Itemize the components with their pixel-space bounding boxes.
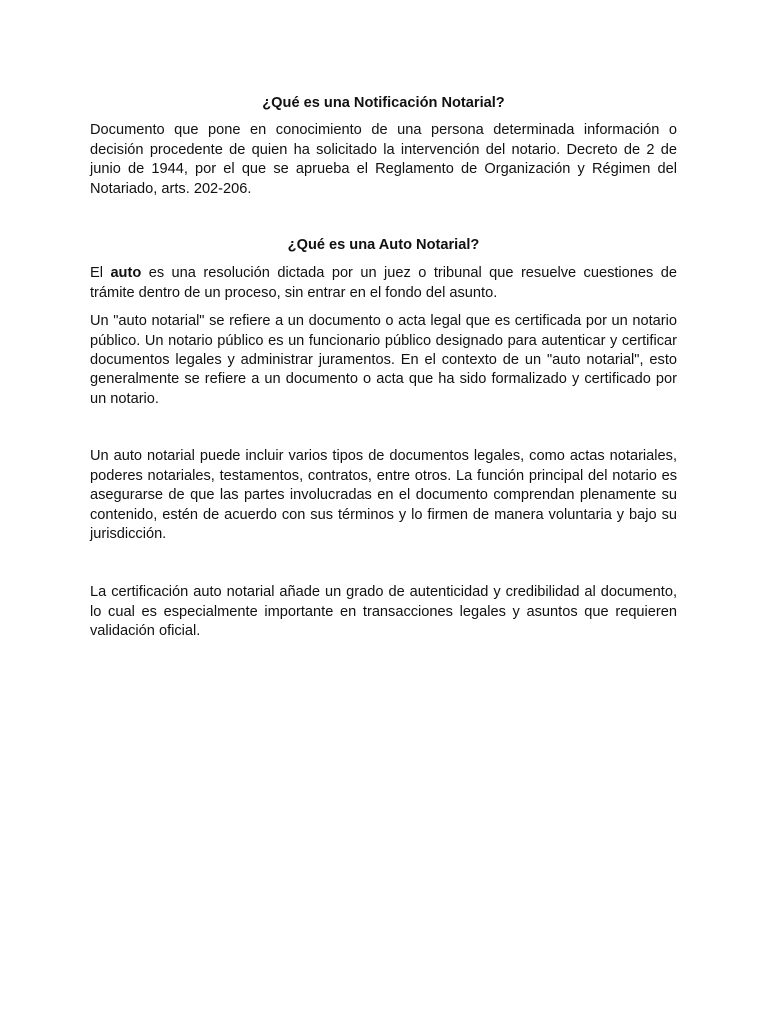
paragraph-notificacion-definition: Documento que pone en conocimiento de una persona determinada información o decisión procedente de quien ha solicitado la intervención del notario. Decreto de 2 de junio de 1944, por el que se aprueba el Reglamento de Organización y Régimen del Notariado, arts. 202-206. [90, 122, 677, 197]
paragraph-auto-notarial-types: Un auto notarial puede incluir varios tipos de documentos legales, como actas notariales, poderes notariales, testamentos, contratos, entre otros. La función principal del notario es asegurarse de que las partes involucradas en el documento comprendan plenamente su contenido, estén de acuerdo con sus términos y lo firmen de manera voluntaria y bajo su jurisdicción. [90, 448, 677, 542]
document-page [90, 94, 677, 642]
paragraph-auto-notarial-certification: La certificación auto notarial añade un grado de autenticidad y credibilidad al documento, lo cual es especialmente importante en transacciones legales y asuntos que requieren validación oficial. [90, 584, 677, 640]
auto-bold-term: auto [110, 265, 142, 282]
auto-definition-rest: es una resolución dictada por un juez o tribunal que resuelve cuestiones de trámite dentro de un proceso, sin entrar en el fondo del asunto. [90, 265, 677, 301]
heading-notificacion-notarial: ¿Qué es una Notificación Notarial? [262, 95, 505, 111]
heading-auto-notarial: ¿Qué es una Auto Notarial? [287, 237, 480, 254]
auto-definition-prefix: El [90, 265, 111, 282]
paragraph-auto-notarial-meaning: Un "auto notarial" se refiere a un documento o acta legal que es certificada por un notario público. Un notario público es un funcionario público designado para autenticar y certificar documentos legales y administrar juramentos. En el contexto de un "auto notarial", esto generalmente se refiere a un documento o acta que ha sido formalizado y certificado por un notario. [90, 313, 677, 407]
paragraph-auto-definition [90, 264, 677, 303]
